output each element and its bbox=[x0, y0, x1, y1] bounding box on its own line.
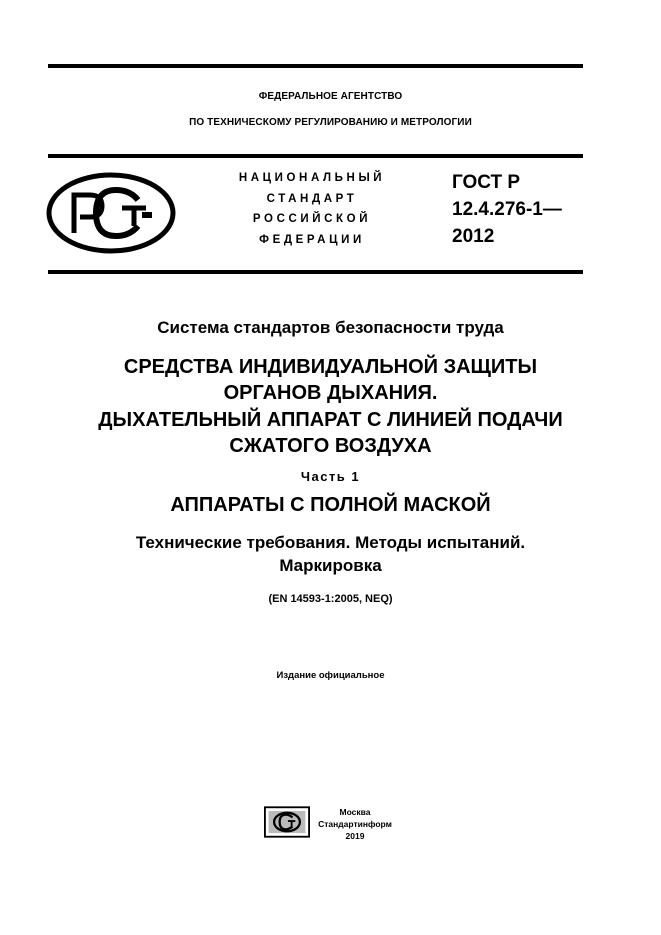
publisher-name: Стандартинформ bbox=[318, 819, 392, 829]
publisher-year: 2019 bbox=[345, 831, 365, 841]
subtitle-line-2: Маркировка bbox=[279, 556, 382, 575]
main-title-line-2: ОРГАНОВ ДЫХАНИЯ. bbox=[223, 382, 438, 404]
edition-note: Издание официальное bbox=[276, 670, 385, 681]
subtitle-line-1: Технические требования. Методы испытаний. bbox=[135, 533, 526, 552]
part-title: АППАРАТЫ С ПОЛНОЙ МАСКОЙ bbox=[170, 494, 491, 516]
main-title-line-1: СРЕДСТВА ИНДИВИДУАЛЬНОЙ ЗАЩИТЫ bbox=[123, 356, 538, 378]
gost-number-line-2: 12.4.276-1— bbox=[452, 199, 562, 220]
nat-line-1: НАЦИОНАЛЬНЫЙ bbox=[238, 172, 386, 184]
top-rule bbox=[48, 64, 583, 68]
nat-line-3: РОССИЙСКОЙ bbox=[252, 213, 372, 225]
part-label: Часть 1 bbox=[300, 469, 361, 484]
nat-line-4: ФЕДЕРАЦИИ bbox=[259, 234, 365, 246]
standartinform-logo-icon bbox=[264, 806, 310, 838]
agency-line-1: ФЕДЕРАЛЬНОЕ АГЕНТСТВО bbox=[258, 91, 403, 102]
standard-block-rule bbox=[48, 270, 583, 274]
nat-line-2: СТАНДАРТ bbox=[266, 193, 358, 205]
system-title: Система стандартов безопасности труда bbox=[157, 318, 504, 337]
standard-reference: (EN 14593-1:2005, NEQ) bbox=[268, 593, 393, 605]
gost-number-line-3: 2012 bbox=[452, 226, 495, 247]
rst-mark-icon bbox=[46, 172, 176, 254]
agency-line-2: ПО ТЕХНИЧЕСКОМУ РЕГУЛИРОВАНИЮ И МЕТРОЛОГИИ bbox=[189, 117, 472, 128]
header-rule bbox=[48, 154, 583, 158]
main-title-line-4: СЖАТОГО ВОЗДУХА bbox=[229, 435, 432, 457]
publisher-city: Москва bbox=[339, 807, 371, 817]
main-title-line-3: ДЫХАТЕЛЬНЫЙ АППАРАТ С ЛИНИЕЙ ПОДАЧИ bbox=[98, 409, 563, 431]
gost-number-line-1: ГОСТ Р bbox=[452, 172, 521, 193]
